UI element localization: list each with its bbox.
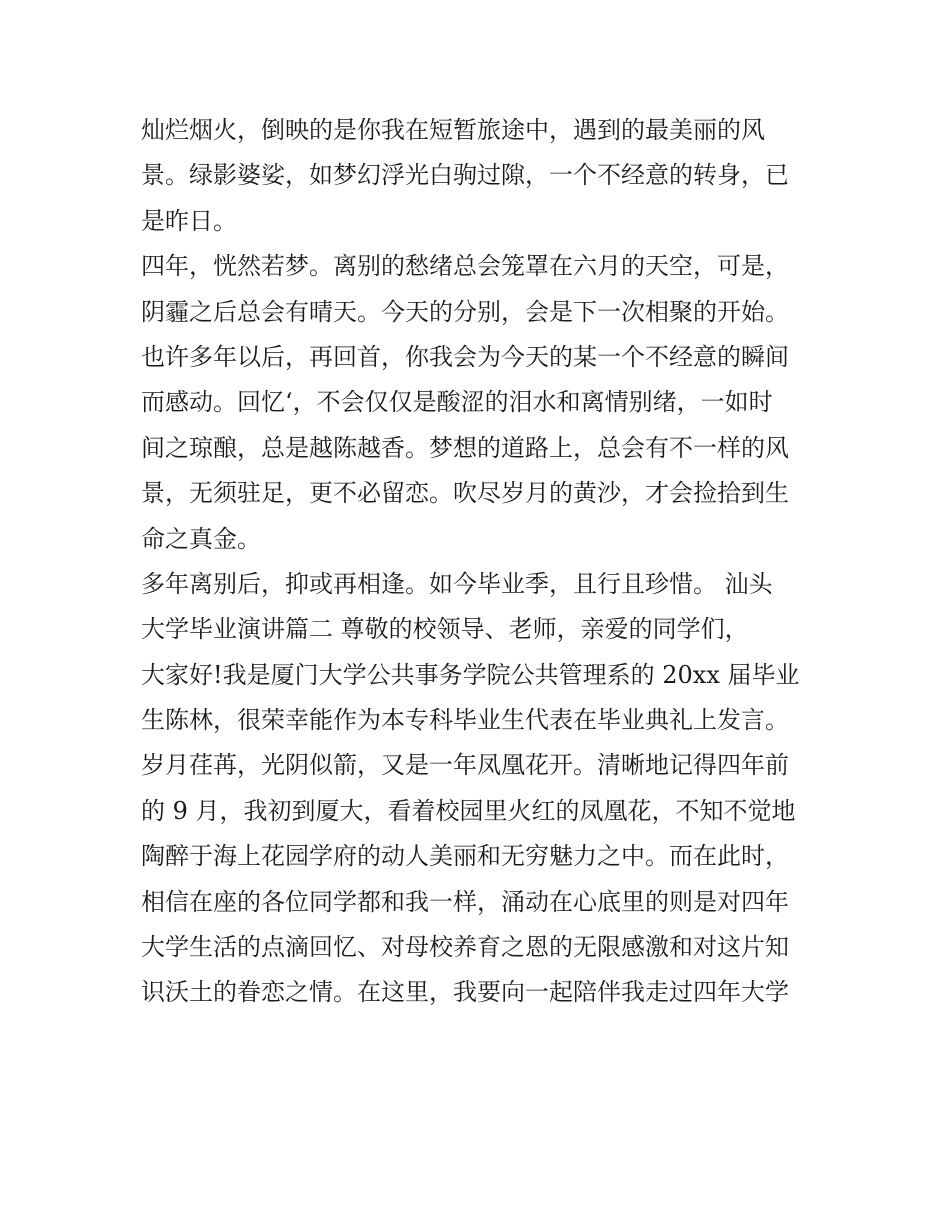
text-line: 大家好!我是厦门大学公共事务学院公共管理系的 20xx 届毕业 [141, 660, 800, 689]
text-line: 多年离别后，抑或再相逢。如今毕业季，且行且珍惜。 汕头 [141, 569, 773, 598]
text-line: 生陈林，很荣幸能作为本专科毕业生代表在毕业典礼上发言。 [141, 706, 789, 735]
text-line: 阴霾之后总会有晴天。今天的分别，会是下一次相聚的开始。 [141, 297, 789, 326]
text-line: 间之琼酿，总是越陈越香。梦想的道路上，总会有不一样的风 [141, 433, 789, 462]
text-line: 识沃土的眷恋之情。在这里，我要向一起陪伴我走过四年大学 [141, 978, 789, 1007]
text-line: 陶醉于海上花园学府的动人美丽和无穷魅力之中。而在此时， [141, 842, 789, 871]
text-line: 岁月荏苒，光阴似箭，又是一年凤凰花开。清晰地记得四年前 [141, 751, 789, 780]
text-line: 而感动。回忆‘，不会仅仅是酸涩的泪水和离情别绪，一如时 [141, 388, 773, 417]
text-line: 大学毕业演讲篇二 尊敬的校领导、老师，亲爱的同学们， [141, 615, 749, 644]
text-line: 是昨日。 [141, 206, 237, 235]
body-text [141, 108, 821, 1016]
text-line: 四年，恍然若梦。离别的愁绪总会笼罩在六月的天空，可是， [141, 252, 789, 281]
text-line: 命之真金。 [141, 524, 261, 553]
text-line: 大学生活的点滴回忆、对母校养育之恩的无限感激和对这片知 [141, 933, 789, 962]
text-line: 的 9 月，我初到厦大，看着校园里火红的凤凰花，不知不觉地 [141, 796, 796, 825]
text-line: 灿烂烟火，倒映的是你我在短暂旅途中，遇到的最美丽的风 [141, 116, 765, 144]
text-line: 也许多年以后，再回首，你我会为今天的某一个不经意的瞬间 [141, 342, 789, 371]
text-line: 相信在座的各位同学都和我一样，涌动在心底里的则是对四年 [141, 887, 789, 916]
text-line: 景，无须驻足，更不必留恋。吹尽岁月的黄沙，才会捡拾到生 [141, 479, 789, 508]
text-line: 景。绿影婆娑，如梦幻浮光白驹过隙，一个不经意的转身，已 [141, 161, 789, 190]
